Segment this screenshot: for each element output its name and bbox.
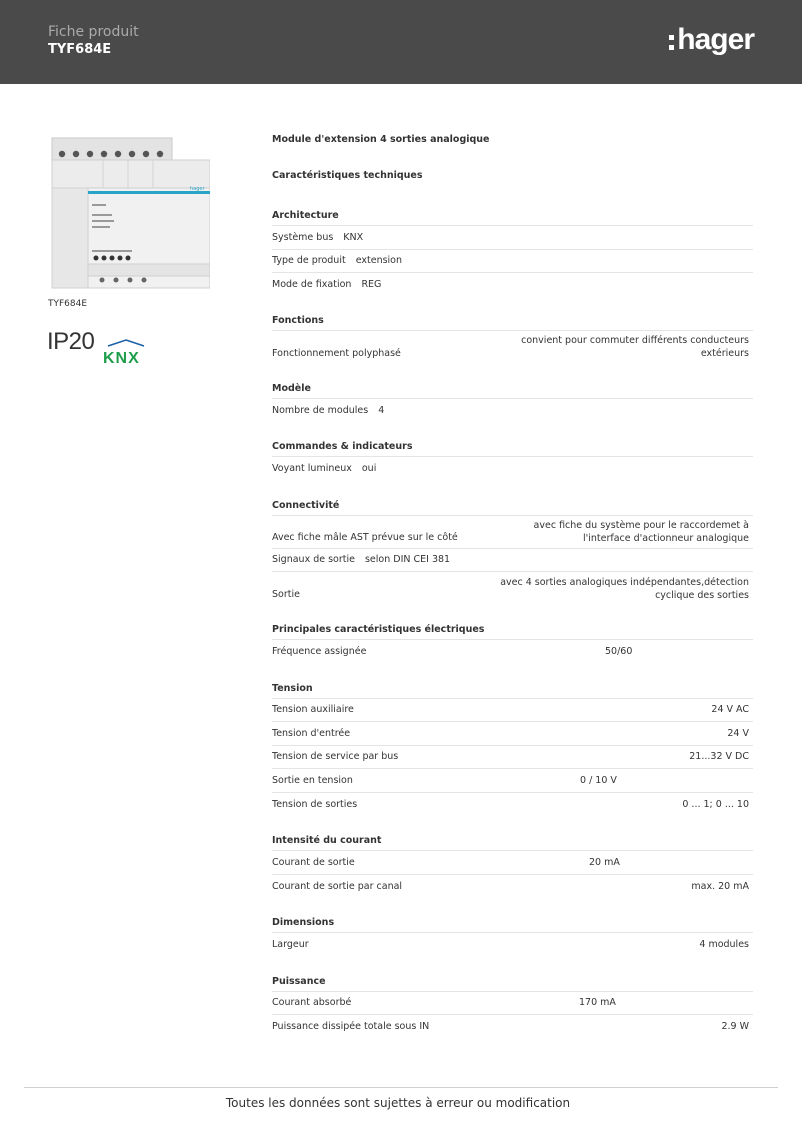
spec-value: 0 / 10 V [580,774,617,786]
section-title: Connectivité [272,496,753,516]
spec-row [272,331,753,364]
spec-row [272,457,753,481]
svg-text:hager: hager [190,186,205,192]
section-commandes [272,437,753,481]
spec-value-line: avec 4 sorties analogiques indépendantes,détection [500,576,749,588]
spec-value: 24 V AC [711,704,749,716]
section-intensite [272,831,753,898]
spec-label: Avec fiche mâle AST prévue sur le côté [272,531,458,543]
spec-label: Type de produit [272,255,346,267]
spec-row [272,516,753,549]
spec-value [500,576,749,602]
section-modele [272,379,753,423]
spec-value: selon DIN CEI 381 [364,554,451,566]
brand-name: hager [677,23,754,56]
section-puissance [272,972,753,1039]
spec-row [272,933,753,957]
spec-label: Fréquence assignée [272,646,367,658]
spec-label: Courant de sortie par canal [272,880,403,892]
spec-label: Sortie [272,589,300,600]
spec-row [272,640,753,664]
product-title: Module d'extension 4 sorties analogique [272,134,490,145]
knx-logo-text: KNX [103,350,140,366]
spec-label: Tension de service par bus [272,751,399,763]
spec-row [272,793,753,817]
ip-rating-badge: IP20 [47,328,95,355]
knx-logo-icon [100,338,152,366]
spec-row [272,722,753,746]
spec-row [272,250,753,274]
product-reference: TYF684E [48,42,112,57]
spec-value-line: avec fiche du système pour le raccordemet à [533,519,749,531]
spec-label: Mode de fixation [272,279,352,291]
spec-label: Signaux de sortie [272,554,355,566]
spec-row [272,875,753,899]
spec-value: 170 mA [579,997,616,1009]
spec-label: Nombre de modules [272,404,369,416]
section-title: Puissance [272,972,753,992]
spec-row [272,769,753,793]
spec-value-line: cyclique des sorties [655,589,749,601]
spec-row [272,572,753,605]
spec-value-line: extérieurs [700,348,749,359]
logo-dots-icon [669,35,674,50]
section-title: Intensité du courant [272,831,753,851]
spec-value: max. 20 mA [691,880,749,892]
spec-row [272,399,753,423]
product-image [48,134,210,290]
spec-value: 0 ... 1; 0 ... 10 [682,798,749,810]
spec-label: Fonctionnement polyphasé [272,347,401,359]
section-architecture [272,206,753,297]
spec-value: 24 V [727,727,749,739]
section-title: Fonctions [272,311,753,331]
spec-label: Système bus [272,231,334,243]
page-header [0,0,802,84]
section-tension [272,679,753,817]
specifications [272,132,753,1039]
spec-row [272,273,753,297]
spec-value: 2.9 W [721,1021,749,1033]
spec-row [272,1015,753,1039]
spec-label: Tension d'entrée [272,727,351,739]
product-image-caption: TYF684E [48,299,88,309]
spec-row [272,992,753,1016]
spec-row [272,851,753,875]
document-kind: Fiche produit [48,24,139,40]
spec-value-line: l'interface d'actionneur analogique [582,532,749,544]
spec-label: Courant absorbé [272,997,352,1009]
section-title: Modèle [272,379,753,399]
spec-value: KNX [343,231,364,243]
spec-value: 20 mA [589,856,620,868]
specs-subtitle: Caractéristiques techniques [272,170,423,181]
footer-divider [24,1087,778,1088]
spec-row [272,226,753,250]
spec-label: Largeur [272,939,309,951]
spec-row [272,699,753,723]
spec-label: Tension de sorties [272,798,358,810]
section-title: Architecture [272,206,753,226]
section-title: Principales caractéristiques électriques [272,620,753,640]
spec-row [272,746,753,770]
spec-value-line: convient pour commuter différents conducteurs [521,335,749,346]
section-title: Dimensions [272,913,753,933]
spec-value: 50/60 [605,646,633,658]
spec-label: Courant de sortie [272,856,355,868]
spec-value [534,519,749,545]
hager-logo [669,22,754,58]
spec-label: Sortie en tension [272,774,353,786]
section-connectivite [272,496,753,606]
section-dimensions [272,913,753,957]
spec-value: REG [361,279,382,291]
footer-disclaimer: Toutes les données sont sujettes à erreur ou modification [225,1096,571,1110]
spec-label: Puissance dissipée totale sous IN [272,1021,430,1033]
spec-row [272,549,753,573]
spec-value: extension [355,255,403,267]
spec-label: Tension auxiliaire [272,704,354,716]
spec-value: 4 modules [699,939,749,951]
section-electriques [272,620,753,664]
spec-value [521,334,749,360]
section-fonctions [272,311,753,364]
spec-label: Voyant lumineux [272,463,352,475]
section-title: Tension [272,679,753,699]
section-title: Commandes & indicateurs [272,437,753,457]
spec-value: 21...32 V DC [689,751,749,763]
spec-value: oui [361,463,377,475]
spec-value: 4 [378,404,385,416]
